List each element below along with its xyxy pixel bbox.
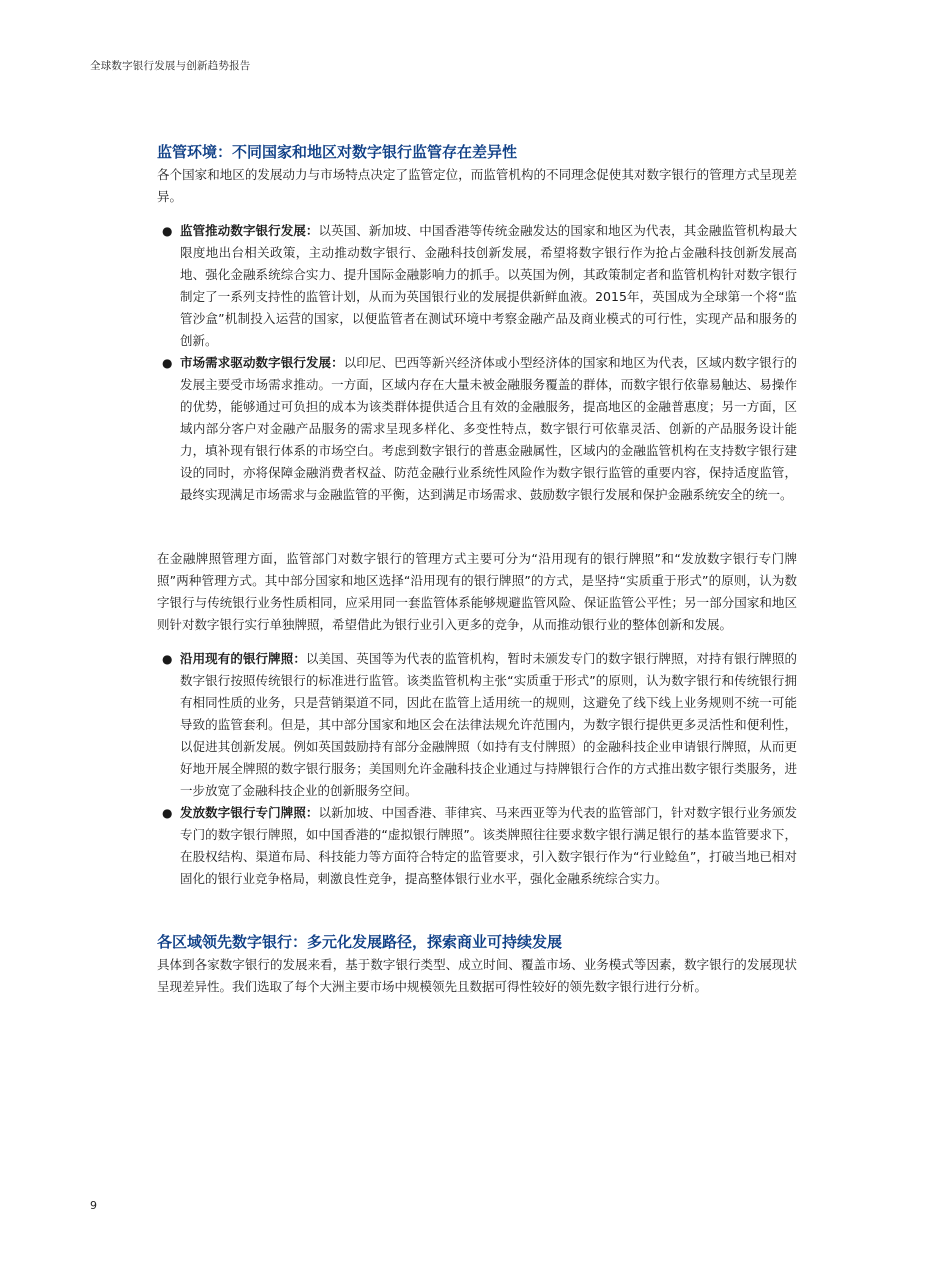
bullet-item-existing-license xyxy=(157,648,797,802)
running-header: 全球数字银行发展与创新趋势报告 xyxy=(90,60,251,72)
bullet-text: 以英国、新加坡、中国香港等传统金融发达的国家和地区为代表，其金融监管机构最大限度地出台相关政策，主动推动数字银行、金融科技创新发展，希望将数字银行作为抢占金融科技创新发展高地、强化金融系统综合实力、提升国际金融影响力的抓手。以英国为例，其政策制定者和监管机构针对数字银行制定了一系列支持性的监管计划，从而为英国银行业的发展提供新鲜血液。2015年，英国成为全球第一个将“监管沙盒”机制投入运营的国家，以便监管者在测试环境中考察金融产品及商业模式的可行性，实现产品和服务的创新。 xyxy=(180,223,797,348)
bullet-lead: 发放数字银行专门牌照： xyxy=(180,805,319,820)
bullet-icon: ● xyxy=(162,356,173,370)
bullet-text: 以印尼、巴西等新兴经济体或小型经济体的国家和地区为代表，区域内数字银行的发展主要受市场需求推动。一方面，区域内存在大量未被金融服务覆盖的群体，而数字银行依靠易触达、易操作的优势，能够通过可负担的成本为该类群体提供适合且有效的金融服务，提高地区的金融普惠度；另一方面，区域内部分客户对金融产品服务的需求呈现多样化、多变性特点，数字银行可依靠灵活、创新的产品服务设计能力，填补现有银行体系的市场空白。考虑到数字银行的普惠金融属性，区域内的金融监管机构在支持数字银行建设的同时，亦将保障金融消费者权益、防范金融行业系统性风险作为数字银行监管的重要内容，保持适度监管，最终实现满足市场需求与金融监管的平衡，达到满足市场需求、鼓励数字银行发展和保护金融系统安全的统一。 xyxy=(180,355,797,502)
bullet-text: 以新加坡、中国香港、菲律宾、马来西亚等为代表的监管部门，针对数字银行业务颁发专门的数字银行牌照，如中国香港的“虚拟银行牌照”。该类牌照往往要求数字银行满足银行的基本监管要求下，在股权结构、渠道布局、科技能力等方面符合特定的监管要求，引入数字银行作为“行业鲶鱼”，打破当地已相对固化的银行业竞争格局，刺激良性竞争，提高整体银行业水平，强化金融系统综合实力。 xyxy=(180,805,797,886)
section-intro-paragraph: 各个国家和地区的发展动力与市场特点决定了监管定位，而监管机构的不同理念促使其对数字银行的管理方式呈现差异。 xyxy=(157,167,797,204)
bullet-lead: 沿用现有的银行牌照： xyxy=(180,651,306,666)
section-title-leading-digital-banks: 各区域领先数字银行：多元化发展路径，探索商业可持续发展 xyxy=(157,933,563,951)
bullet-item-market-driven xyxy=(157,352,797,506)
section-title-regulatory-environment: 监管环境：不同国家和地区对数字银行监管存在差异性 xyxy=(157,143,518,161)
bullet-item-regulation-driven xyxy=(157,220,797,352)
bullet-list-regulation xyxy=(157,220,797,506)
bullet-item-dedicated-license xyxy=(157,802,797,890)
bullet-icon: ● xyxy=(162,806,173,820)
license-management-paragraph: 在金融牌照管理方面，监管部门对数字银行的管理方式主要可分为“沿用现有的银行牌照”和“发放数字银行专门牌照”两种管理方式。其中部分国家和地区选择“沿用现有的银行牌照”的方式，是坚持“实质重于形式”的原则，认为数字银行与传统银行业务性质相同，应采用同一套监管体系能够规避监管风险、保证监管公平性；另一部分国家和地区则针对数字银行实行单独牌照，希望借此为银行业引入更多的竞争，从而推动银行业的整体创新和发展。 xyxy=(157,551,797,632)
page-number: 9 xyxy=(90,1199,97,1212)
bullet-text: 以美国、英国等为代表的监管机构，暂时未颁发专门的数字银行牌照，对持有银行牌照的数字银行按照传统银行的标准进行监管。该类监管机构主张“实质重于形式”的原则，认为数字银行和传统银行拥有相同性质的业务，只是营销渠道不同，因此在监管上适用统一的规则，这避免了线下线上业务规则不统一可能导致的监管套利。但是，其中部分国家和地区会在法律法规允许范围内，为数字银行提供更多灵活性和便利性，以促进其创新发展。例如英国鼓励持有部分金融牌照（如持有支付牌照）的金融科技企业申请银行牌照，从而更好地开展全牌照的数字银行服务；美国则允许金融科技企业通过与持牌银行合作的方式推出数字银行类服务，进一步放宽了金融科技企业的创新服务空间。 xyxy=(180,651,797,798)
bullet-icon: ● xyxy=(162,652,173,666)
bullet-list-licensing xyxy=(157,648,797,890)
bullet-lead: 监管推动数字银行发展： xyxy=(180,223,319,238)
bullet-icon: ● xyxy=(162,224,173,238)
bullet-lead: 市场需求驱动数字银行发展： xyxy=(180,355,344,370)
page-content xyxy=(157,142,797,998)
section-intro-paragraph: 具体到各家数字银行的发展来看，基于数字银行类型、成立时间、覆盖市场、业务模式等因素，数字银行的发展现状呈现差异性。我们选取了每个大洲主要市场中规模领先且数据可得性较好的领先数字银行进行分析。 xyxy=(157,957,797,994)
